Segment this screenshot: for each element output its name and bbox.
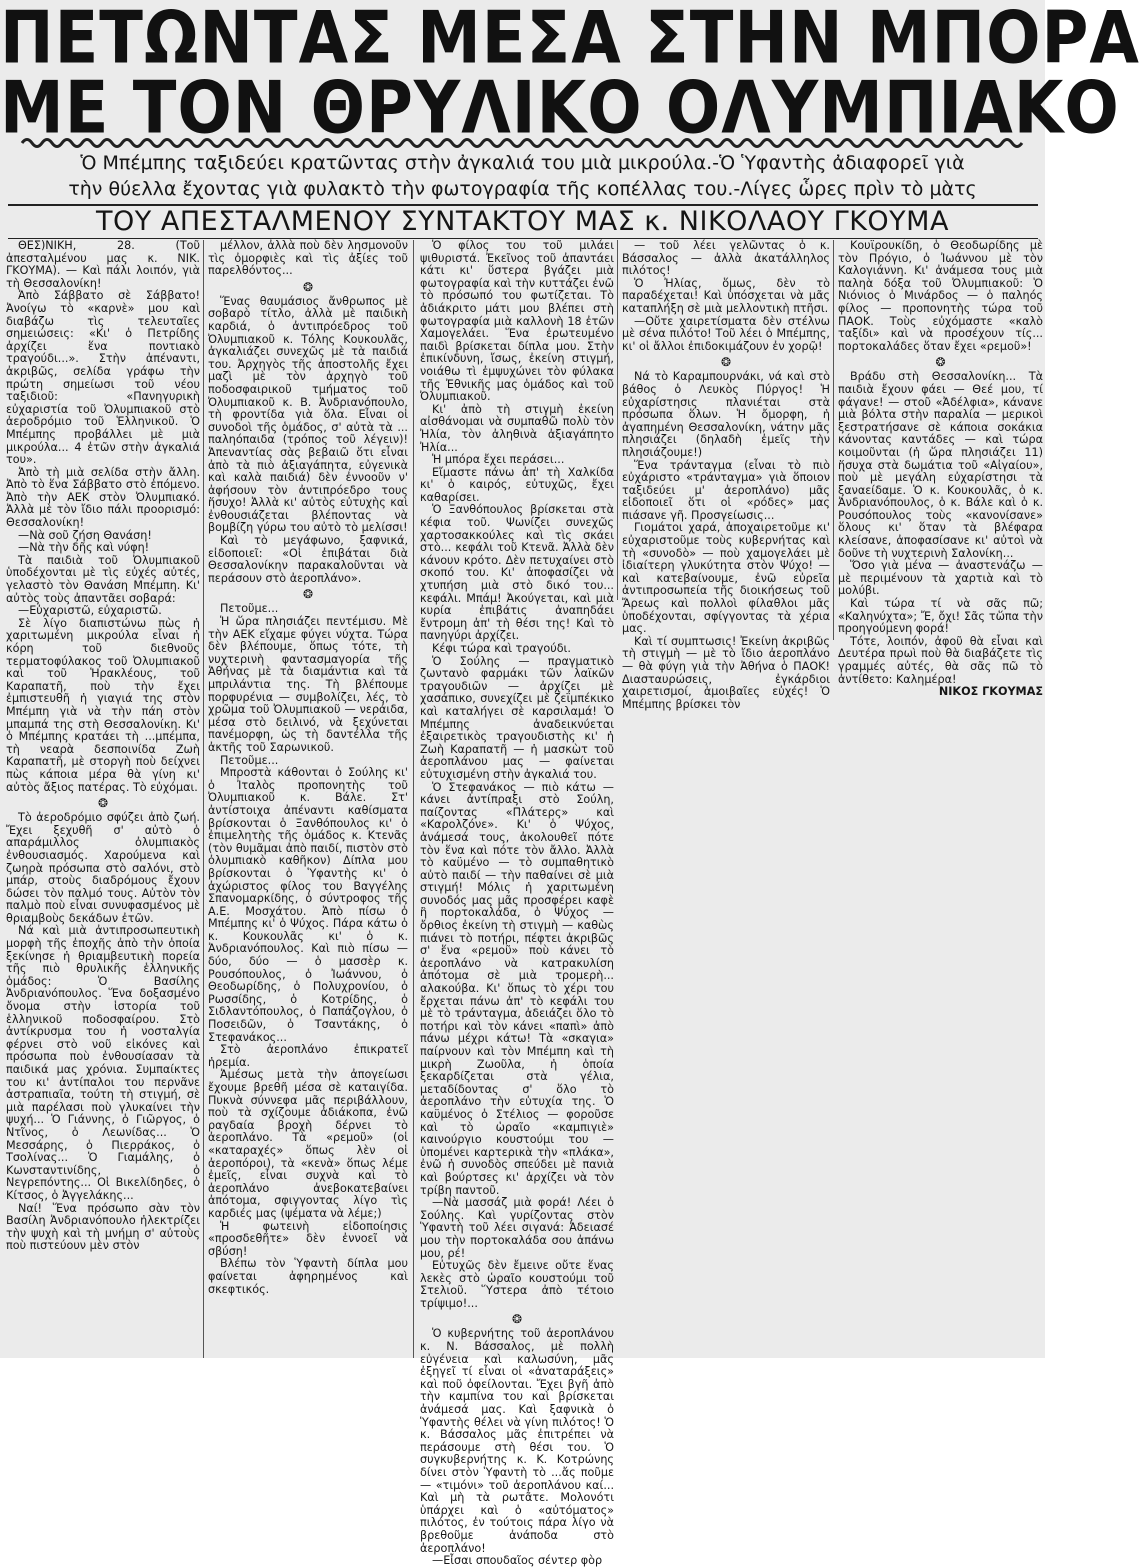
subheading-line-2: τὴν θύελλα ἔχοντας γιὰ φυλακτὸ τὴν φωτογραφία τῆς κοπέλλας του.-Λίγες ὧρες πρὶν τὸ μὰτς: [68, 178, 977, 200]
article-paragraph: Ἕνα τράνταγμα (εἶναι τὸ πιὸ εὐχάριστο «τράνταγμα» γιὰ ὅποιον ταξιδεύει μ' ἀεροπλάνο) μᾶς εἰδοποιεῖ ὅτι οἱ «ρόδες» μας πιάσανε γῆ. Προσγείωσις...: [622, 458, 830, 522]
article-paragraph: Στὸ ἀεροπλάνο ἐπικρατεῖ ἠρεμία.: [208, 1043, 408, 1069]
article-paragraph: —Εὐχαριστῶ, εὐχαριστῶ.: [18, 604, 162, 618]
section-ornament: ❂: [720, 355, 732, 370]
article-paragraph: Ὁ Ξανθόπουλος βρίσκεται στὰ κέφια τοῦ. Ψωνίζει συνεχῶς χαρτοσακκούλες καὶ τὶς σκάει στὸ... κεφάλι τοῦ Κτενᾶ. Ἀλλὰ δὲν κάνουν κρότο. Δὲν πετυχαίνει στὸ σκοπό του. Κι' ἀποφασίζει νὰ χτυπήση μιὰ στὸ δικό του... κεφάλι. Μπάμ! Ἀκούγεται, καὶ μιὰ κυρία ἐπιβάτις ἀναπηδάει ἔντρομη ἀπ' τὴ θέσι της! Καὶ τὸ πανηγύρι ἀρχίζει.: [420, 503, 614, 643]
article-paragraph: Μπροστὰ κάθονται ὁ Σούλης κι' ὁ Ἰταλὸς προπονητὴς τοῦ Ὀλυμπιακοῦ κ. Βάλε. Στ' ἀντίστοιχα ἀπέναντι καθίσματα βρίσκονται ὁ Ξανθόπουλος κι' ὁ ἐπιμελητὴς τῆς ὁμάδος κ. Κτενᾶς (τὸν θυμᾶμαι ἀπὸ παιδί, πιστὸν στὸ ὀλυμπιακὸ καθῆκον) Δίπλα μου βρίσκονται ὁ Ὑφαντὴς κι' ὁ ἀχώριστος φίλος του Βαγγέλης Σπανομαρκίδης, ὁ σύντροφος τῆς Α.Ε. Μοσχάτου. Ἀπὸ πίσω ὁ Μπέμπης κι' ὁ Ψύχος. Πάρα κάτω ὁ κ. Κουκουλᾶς κι' ὁ κ. Ἀνδριανόπουλος. Καὶ πιὸ πίσω — δύο, δύο — ὁ μασσὲρ κ. Ρουσόπουλος, ὁ Ἰωάννου, ὁ Θεοδωρίδης, ὁ Πολυχρονίου, ὁ Ρωσσίδης, ὁ Κοτρίδης, ὁ Σιδλαντόπουλος, ὁ Παπάζογλου, ὁ Ποσειδῶν, ὁ Τσαντάκης, ὁ Στεφανάκος...: [208, 766, 408, 1044]
article-paragraph: Νά τὸ Καραμπουρνάκι, νά καὶ στὸ βάθος ὁ Λευκὸς Πύργος! Ἡ εὐχαρίστησις πλανιέται στὰ πρόσωπα ὅλων. Ἡ ὄμορφη, ἡ ἀγαπημένη Θεσσαλονίκη, νάτην μᾶς πλησιάζει (δηλαδὴ ἐμεῖς τὴν πλησιάζουμε!): [622, 370, 830, 459]
article-paragraph: Βράδυ στὴ Θεσσαλονίκη... Τὰ παιδιὰ ἔχουν φάει — Θεέ μου, τί φάγανε! — στοῦ «Ἀδέλφια», κάνανε μιὰ βόλτα στὴν παραλία — μερικοὶ ξεστρατήσανε σὲ κάποια σοκάκια κάνοντας καντάδες — καὶ τώρα κοιμοῦνται (ἡ ὥρα πλησιάζει 11) ἥσυχα στὰ δωμάτια τοῦ «Αἰγαίου», ποὺ μὲ μεγάλη εὐχαρίστησι τὰ ξαναείδαμε. Ὁ κ. Κουκουλᾶς, ὁ κ. Ἀνδριανόπουλος, ὁ κ. Βάλε καὶ ὁ κ. Ρουσόπουλος τοὺς «κανονίσανε» ὅλους κι' ὅταν τὰ βλέφαρα κλείσανε, ἀποφασίσανε κι' αὐτοὶ νὰ δοῦνε τὴ νυχτερινὴ Σαλονίκη...: [838, 370, 1043, 560]
section-ornament: ❂: [302, 279, 314, 294]
author-signature: ΝΙΚΟΣ ΓΚΟΥΜΑΣ: [938, 685, 1043, 699]
article-paragraph: Γιομάτοι χαρά, ἀποχαιρετοῦμε κι' εὐχαριστοῦμε τοὺς κυβερνήτας καὶ τὴ «συνοδὸ» — ποὺ χαμογελάει μὲ ἰδιαίτερη γλυκύτητα στὸν Ψύχο! — καὶ κατεβαίνουμε, ἐνῶ εὐρεῖα ἀντιπροσωπεία τῆς διοικήσεως τοῦ Ἄρεως καὶ πολλοὶ φίλαθλοι μᾶς ὑποδέχονται, σφίγγοντας τὰ χέρια μας.: [622, 521, 830, 636]
article-paragraph: Εἴμαστε πάνω ἀπ' τὴ Χαλκίδα κι' ὁ καιρός, εὐτυχῶς, ἔχει καθαρίσει.: [420, 465, 614, 504]
article-paragraph: —Εἶσαι σπουδαῖος σέντερ φὸρ: [432, 1554, 603, 1568]
article-paragraph: —Νὰ τὴν δῆς καὶ νύφη!: [18, 541, 150, 555]
article-paragraph: Ἕνας θαυμάσιος ἄνθρωπος μὲ σοβαρὸ τίτλο, ἀλλὰ μὲ παιδικὴ καρδιά, ὁ ἀντιπρόεδρος τοῦ Ὀλυμπιακοῦ κ. Τόλης Κουκουλᾶς, ἀγκαλιάζει συνεχῶς μὲ τὰ παιδιά του. Ἀρχηγὸς τῆς ἀποστολῆς ἔχει μαζὶ μὲ τὸν ἀρχηγὸ τοῦ ποδοσφαιρικοῦ τμήματος τοῦ Ὀλυμπιακοῦ κ. Β. Ἀνδριανόπουλο, τὴ φροντίδα γιὰ ὅλα. Εἶναι οἱ συνοδοὶ τῆς ὁμάδος, σ' αὐτὰ τὰ ... παληόπαιδα (τρόπος τοῦ λέγειν)! Ἀπεναντίας σὰς βεβαιῶ ὅτι εἶναι ἀπὸ τὰ πιὸ ἀξιαγάπητα, εὐγενικὰ καὶ καλὰ παιδιά) δὲν ἐννοοῦν ν' ἀφήσουν τὸν ἀντιπρόεδρο τους ἥσυχο! Ἀλλὰ κι' αὐτὸς εὐτυχὴς καὶ ἐνθουσιάζεται βλέποντας νὰ βομβίζη γύρω του αὐτὸ τὸ μελίσσι!: [208, 294, 408, 535]
article-column-1: [6, 240, 200, 1360]
article-paragraph: Βλέπω τὸν Ὑφαντὴ δίπλα μου φαίνεται ἀφηρημένος καὶ σκεφτικός.: [208, 1257, 408, 1296]
article-paragraph: Ὁ φίλος του τοῦ μιλάει ψιθυριστά. Ἐκεῖνος τοῦ ἀπαντάει κάτι κι' ὕστερα βγάζει μιὰ φωτογραφία καὶ τὴν κυττάζει ἐνῶ τὸ πρόσωπό του φωτίζεται. Τὸ ἀδιάκριτο μάτι μου βλέπει στὴ φωτογραφία μιὰ καλλονὴ 18 ἐτῶν Χαμογελάει. Ἕνα ἐρωτευμένο παιδὶ βρίσκεται δίπλα μου. Στὴν ἐπικίνδυνη, ἴσως, ἐκείνη στιγμή, νοιάθω τὶ ἐμψυχώνει τὸν φύλακα τῆς Ἐθνικῆς μας ὁμάδος καὶ τοῦ Ὀλυμπιακοῦ.: [420, 239, 614, 404]
article-column-5: [838, 239, 1043, 699]
article-paragraph: Ὁ Στεφανάκος — πιὸ κάτω — κάνει ἀντίπραξι στὸ Σούλη, παίζοντας «Πλάτερς» καὶ «Καρολζόνε». Κι' ὁ Ψύχος, ἀνάμεσά τους, ἀκολουθεῖ πότε τὸν ἕνα καὶ πότε τὸν ἄλλο. Ἀλλὰ τὸ καϋμένο — τὸ συμπαθητικὸ αὐτὸ παιδί — τὴν παθαίνει σὲ μιὰ στιγμή! Μόλις ἡ χαριτωμένη συνοδός μας μᾶς προσφέρει καφὲ ἢ πορτοκαλάδα, ὁ Ψύχος — ὄρθιος ἐκείνη τὴ στιγμὴ — καθὼς πιάνει τὸ ποτήρι, πέφτει ἀκριβῶς σ' ἕνα «ρεμοῦ» ποὺ κάνει τὸ ἀεροπλάνο νὰ κατρακυλίση ἀπότομα σὲ μιὰ τρομερὴ... αλακούβα. Κι' ὅπως τὸ χέρι του ἔρχεται πάνω ἀπ' τὸ κεφάλι του μὲ τὸ τράνταγμα, ἀδειάζει ὅλο τὸ ποτήρι καὶ τὸν κάνει «παπὶ» ἀπὸ πάνω μέχρι κάτω! Τὰ «σκαγια» παίρνουν καὶ τὸν Μπέμπη καὶ τὴ μικρὴ Ζωοῦλα, ἡ ὁποία ξεκαρδίζεται στὰ γέλια, μεταδίδοντας σ' ὅλο τὸ ἀεροπλάνο τὴν εὐτυχία της. Ὁ καϋμένος ὁ Στέλιος — φοροῦσε καὶ τὸ ὡραῖο «καμπιγιὲ» καινούργιο κουστούμι του — ὑπομένει καρτερικὰ τὴν «πλάκα», ἐνῶ ἡ συνοδὸς σπεύδει μὲ πανιὰ καὶ βούρτσες κι' ἀρχίζει νὰ τὸν τρίβη παντοῦ.: [420, 780, 614, 1197]
article-paragraph: Τότε, λοιπόν, ἀφοῦ θὰ εἶναι καὶ Δευτέρα πρωὶ ποὺ θὰ διαβάζετε τὶς γραμμές αὐτές, θὰ σᾶς πῶ τὸ ἀντίθετο: Καλημέρα!: [838, 634, 1043, 686]
article-paragraph: Ὅσο γιὰ μένα — ἀναστενάζω — μὲ περιμένουν τὰ χαρτιὰ καὶ τὸ μολύβι.: [838, 559, 1043, 598]
article-paragraph: Καὶ τὸ μεγάφωνο, ξαφνικά, εἰδοποιεῖ: «Οἱ ἐπιβάται διὰ Θεσσαλονίκην παρακαλοῦνται νὰ περάσουν στὸ ἀεροπλάνο».: [208, 534, 408, 585]
article-paragraph: Κουϊρουκίδη, ὁ Θεοδωρίδης μὲ τὸν Πρόγιο, ὁ Ἰωάννου μὲ τὸν Καλογιάννη. Κι' ἀνάμεσα τους μιὰ παληὰ δόξα τοῦ Ὀλυμπιακοῦ: Ὁ Νιόνιος ὁ Μινάρδος — ὁ παληός φίλος — προπονητὴς τώρα τοῦ ΠΑΟΚ. Τοὺς εὐχόμαστε «καλὸ ταξίδι» καὶ νὰ προσέχουν τίς... πορτοκαλάδες ὅταν ἔχει «ρεμοῦ»!: [838, 239, 1043, 353]
article-paragraph: ΘΕΣ)ΝΙΚΗ, 28. (Τοῦ ἀπεσταλμένου μας κ. ΝΙΚ. ΓΚΟΥΜΑ). — Καὶ πάλι λοιπόν, γιὰ τὴ Θεσσαλονίκη!: [6, 239, 200, 290]
article-paragraph: Εὐτυχῶς δὲν ἔμεινε οὔτε ἕνας λεκὲς στὸ ὡραῖο κουστούμι τοῦ Στελιοῦ. Ὕστερα ἀπὸ τέτοιο τρίψιμο!...: [420, 1259, 614, 1310]
subheading-line-1: Ὁ Μπέμπης ταξιδεύει κρατῶντας στὴν ἀγκαλιά του μιὰ μικρούλα.-Ὁ Ὑφαντὴς ἀδιαφορεῖ γιὰ: [80, 152, 965, 174]
article-paragraph: Κέφι τώρα καὶ τραγούδι.: [432, 642, 571, 655]
article-paragraph: —Νὰ σοῦ ζήση Θανάση!: [18, 528, 152, 542]
article-paragraph: Ὁ κυβερνήτης τοῦ ἀεροπλάνου κ. Ν. Βάσσαλος, μὲ πολλὴ εὐγένεια καὶ καλωσύνη, μᾶς ἐξηγεῖ τί εἶναι οἱ «ἀναταράξεις» καὶ ποῦ ὀφείλονται. Ἔχει βγῆ ἀπὸ τὴν καμπίνα του καὶ βρίσκεται ἀνάμεσά μας. Καὶ ξαφνικὰ ὁ Ὑφαντὴς θέλει νὰ γίνη πιλότος! Ὁ κ. Βάσσαλος μᾶς ἐπιτρέπει νὰ περάσουμε στὴ θέσι του. Ὁ συγκυβερνήτης κ. Κ. Κοτρώνης δίνει στὸν Ὑφαντὴ τὸ ...ἄς ποῦμε — «τιμόνι» τοῦ ἀεροπλάνου καί... Καὶ μὴ τὰ ρωτᾶτε. Μολονότι ὑπάρχει καὶ ὁ «αὐτόματος» πιλότος, ἐν τούτοις πάρα λίγο νὰ βρεθοῦμε ἀνάποδα στὸ ἀεροπλάνο!: [420, 1327, 614, 1555]
article-paragraph: Ἡ ὥρα πλησιάζει πεντέμισυ. Μὲ τὴν ΑΕΚ εἴχαμε φύγει νύχτα. Τώρα δὲν βλέπουμε, ὅπως τότε, τὴ νυχτερινὴ φαντασμαγορία τῆς Ἀθήνας μὲ τὰ διαμάντια καὶ τὰ μπριλάντια της. Τὴ βλέπουμε πορφυρένια — συμβολίζει, λές, τὸ χρῶμα τοῦ Ὀλυμπιακοῦ — νεράιδα, μέσα στὸ δειλινό, νὰ ξεχύνεται πανέμορφη, ὡς τὴ δαντέλλα τῆς ἀκτῆς τοῦ Σαρωνικοῦ.: [208, 615, 408, 754]
article-paragraph: Ναί! Ἕνα πρόσωπο σὰν τὸν Βασίλη Ἀνδριανόπουλο ἠλεκτρίζει τὴν ψυχὴ καὶ τὴ μνήμη σ' αὐτοὺς ποὺ πιστεύουν μὲν στὸν: [6, 1201, 200, 1253]
article-paragraph: Καὶ τί συμπτωσις! Ἐκείνη ἀκριβῶς τὴ στιγμὴ — μὲ τὸ ἴδιο ἀεροπλάνο — θὰ φύγη γιὰ τὴν Ἀθήνα ὁ ΠΑΟΚ! Διασταυρώσεις, ἐγκάρδιοι χαιρετισμοί, ἀμοιβαῖες εὐχές! Ὁ Μπέμπης βρίσκει τὸν: [622, 634, 830, 711]
article-column-4: [622, 239, 830, 711]
article-paragraph: —Οὔτε χαιρετίσματα δὲν στέλνω μὲ σένα πιλότο! Τοῦ λέει ὁ Μπέμπης, κι' οἱ ἄλλοι ἐπιδοκιμάζουν ἐν χορῷ!: [622, 314, 830, 353]
article-paragraph: Ὁ Ἠλίας, ὅμως, δὲν τὸ παραδέχεται! Καὶ ὑπόσχεται νὰ μᾶς καταπλήξη σὲ μιὰ μελλοντικὴ πτῆσι.: [622, 276, 830, 315]
column-divider: [413, 240, 414, 1358]
article-paragraph: Πετοῦμε...: [220, 753, 279, 767]
article-column-3: [420, 239, 614, 1568]
section-ornament: ❂: [511, 1312, 523, 1327]
headline-line-1: ΠΕΤΩΝΤΑΣ ΜΕΣΑ ΣΤΗΝ ΜΠΟΡΑ: [0, 0, 1140, 81]
article-paragraph: Ἡ φωτεινὴ εἰδοποίησις «προσδεθῆτε» δὲν ἐννοεῖ νὰ σβύση!: [208, 1219, 408, 1258]
section-ornament: ❂: [97, 796, 109, 811]
article-paragraph: —Νὰ μασσάζ μιὰ φορά! Λέει ὁ Σούλης. Καὶ γυρίζοντας στὸν Ὑφαντὴ τοῦ λέει σιγανά: Ἀδειασέ μου τὴν πορτοκαλάδα σου ἀπάνω μου, ρέ!: [420, 1196, 614, 1260]
article-paragraph: Ὁ Σούλης — πραγματικὸ ζωντανὸ φαρμάκι τῶν λαϊκῶν τραγουδιῶν — ἀρχίζει μὲ χασάπικο, συνεχίζει μὲ ζεϊμπέκικο καὶ καταλήγει σὲ καρσιλαμά! Ὁ Μπέμπης ἀναδεικνύεται ἐξαιρετικὸς τραγουδιστὴς κι' ἡ Ζωὴ Καραπατῆ — ἡ μασκὼτ τοῦ ἀεροπλάνου μας — φαίνεται εὐτυχισμένη στὴν ἀγκαλιά του.: [420, 654, 614, 781]
wavy-divider: [22, 135, 1022, 151]
column-divider: [203, 240, 204, 1358]
article-paragraph: Πετοῦμε...: [220, 602, 279, 616]
article-paragraph: Ἡ μπόρα ἔχει περάσει...: [432, 453, 565, 467]
article-paragraph: Τὰ παιδιὰ τοῦ Ὀλυμπιακοῦ ὑποδέχονται μὲ τὶς εὐχές αὐτές, γελαστὸ τὸν Θανάση Μπέμπη. Κι' αὐτὸς τοὺς ἀπαντᾶει σοβαρά:: [6, 553, 200, 605]
headline-line-2: ΜΕ ΤΟΝ ΘΡΥΛΙΚΟ ΟΛΥΜΠΙΑΚΟ: [0, 67, 1120, 151]
column-divider: [833, 240, 834, 640]
byline: ΤΟΥ ΑΠΕΣΤΑΛΜΕΝΟΥ ΣΥΝΤΑΚΤΟΥ ΜΑΣ κ. ΝΙΚΟΛΑΟΥ ΓΚΟΥΜΑ: [96, 206, 949, 237]
article-paragraph: Κι' ἀπὸ τὴ στιγμὴ ἐκείνη αἰσθάνομαι νὰ συμπαθῶ πολὺ τὸν Ἠλία, τὸν ἀληθινὰ ἀξιαγάπητο Ἠλία...: [420, 402, 614, 454]
column-divider: [617, 240, 618, 600]
article-paragraph: Νά καὶ μιὰ ἀντιπροσωπευτικὴ μορφὴ τῆς ἐποχῆς ἀπὸ τὴν ὁποία ξεκίνησε ἡ θριαμβευτικὴ πορεία τῆς πιὸ θρυλικῆς ἑλληνικῆς ὁμάδος: Ὁ Βασίλης Ἀνδριανόπουλος. Ἕνα δοξασμένο ὄνομα στὴν ἱστορία τοῦ ἑλληνικοῦ ποδοσφαίρου. Στὸ ἀντίκρυσμα του ἡ νοσταλγία φέρνει στὸ νοῦ εἰκόνες καὶ πρόσωπα ποὺ ἐνθουσίασαν τὰ παιδικά μας χρόνια. Συμπαίκτες του κι' ἀντίπαλοι του περνᾶνε ἀστραπιαῖα, τούτη τὴ στιγμή, σὲ μιὰ παρέλασι ποὺ γλυκαίνει τὴν ψυχή... Ὁ Γιάννης, ὁ Γιῶργος, ὁ Ντῖνος, ὁ Λεωνίδας... Ὁ Μεσσάρης, ὁ Πιερράκος, ὁ Τσολίνας... Ὁ Γιαμάλης, ὁ Κωνσταντινίδης, ὁ Νεγρεπόντης... Οἱ Βικελίδηδες, ὁ Κίτσος, ὁ Ἀγγελάκης...: [6, 924, 200, 1202]
article-paragraph: — τοῦ λέει γελῶντας ὁ κ. Βάσσαλος — ἀλλὰ ἀκατάλληλος πιλότος!: [622, 239, 830, 278]
article-paragraph: Ἀπὸ Σάββατο σὲ Σάββατο! Ἀνοίγω τὸ «καρνὲ» μου καὶ διαβάζω τὶς τελευταῖες σημειώσεις: «Κι' ὁ Πετρίδης ἀρχίζει ἕνα ποντιακὸ τραγούδι...». Στὴν ἀπέναντι, ἀκριβῶς, σελίδα γράφω τὴν πρώτη σημείωσι τοῦ νέου ταξιδιοῦ: «Πανηγυρικὴ εὐχαριστία τοῦ Ὀλυμπιακοῦ στὸ ἀεροδρόμιο τοῦ Ἑλληνικοῦ. Ὁ Μπέμπης προβάλλει μὲ μιὰ μικρούλα... 4 ἐτῶν στὴν ἀγκαλιά του».: [6, 289, 200, 467]
article-column-2: [208, 240, 408, 1360]
article-paragraph: Καὶ τώρα τί νὰ σᾶς πῶ; «Καληνύχτα»; Ἔ, ὄχι! Σᾶς τὥπα τὴν προηγούμενη φορά!: [838, 597, 1043, 636]
article-paragraph: Ἀμέσως μετὰ τὴν ἀπογείωσι ἔχουμε βρεθῆ μέσα σὲ καταιγίδα. Πυκνὰ σύννεφα μᾶς περιβάλλουν, ποὺ τὰ σχίζουμε ἀδιάκοπα, ἐνῶ ραγδαία βροχὴ δέρνει τὸ ἀεροπλάνο. Τὰ «ρεμοῦ» (οἱ «καταραχές» ὅπως λὲν οἱ ἀεροπόροι), τὰ «κενὰ» ὅπως λέμε ἐμεῖς, εἶναι συχνὰ καὶ τὸ ἀεροπλάνο ἀνεβοκατεβαίνει ἀπότομα, σφιγγοντας λίγο τὶς καρδιές μας (ψέματα νὰ λέμε;): [208, 1068, 408, 1220]
article-paragraph: μέλλον, ἀλλὰ ποὺ δὲν λησμονοῦν τὶς ὀμορφιὲς καὶ τὶς ἀξίες τοῦ παρελθόντος...: [208, 239, 408, 278]
section-ornament: ❂: [935, 355, 946, 370]
article-paragraph: Σὲ λίγο διαπιστώνω πὼς ἡ χαριτωμένη μικρούλα εἶναι ἡ κόρη τοῦ διεθνοῦς τερματοφύλακος τοῦ Ὀλυμπιακοῦ καὶ τοῦ Ἡρακλέους, τοῦ Καραπατῆ, ποὺ τὴν ἔχει ἐμπιστευθῆ ἡ γιαγιά της στὸν Μπέμπη γιὰ νὰ τὴν πάη στὸν μπαμπά της στὴ Θεσσαλονίκη. Κι' ὁ Μπέμπης κρατάει τὴ ...μπέμπα, τὴ νεαρὰ δεσποινίδα Ζωὴ Καραπατῆ, μὲ στοργὴ ποὺ δείχνει πὼς κάποια μέρα θὰ γίνη κι' αὐτὸς ἄξιος πατέρας. Τὸ εὐχόμαι.: [6, 616, 200, 794]
section-ornament: ❂: [302, 587, 314, 602]
article-paragraph: Ἀπὸ τὴ μιὰ σελίδα στὴν ἄλλη. Ἀπὸ τὸ ἕνα Σάββατο στὸ ἑπόμενο. Ἀπὸ τὴν ΑΕΚ στὸν Ὀλυμπιακό. Ἀλλὰ μὲ τὸν ἴδιο πάλι προορισμό: Θεσσαλονίκη!: [6, 465, 200, 530]
article-paragraph: Τὸ ἀεροδρόμιο σφύζει ἀπὸ ζωή. Ἔχει ξεχυθῆ σ' αὐτὸ ὁ απαράμιλλος ὀλυμπιακὸς ἐνθουσιασμός. Χαρούμενα καὶ ζωηρὰ πρόσωπα στὸ σαλόνι, στὸ μπάρ, στοὺς διαδρόμους ἔχουν δώσει τὸν παλμό τους. Αὐτὸν τὸν παλμὸ ποὺ εἶναι συνυφασμένος μὲ θριαμβοὺς δεκάδων ἐτῶν.: [6, 811, 200, 925]
